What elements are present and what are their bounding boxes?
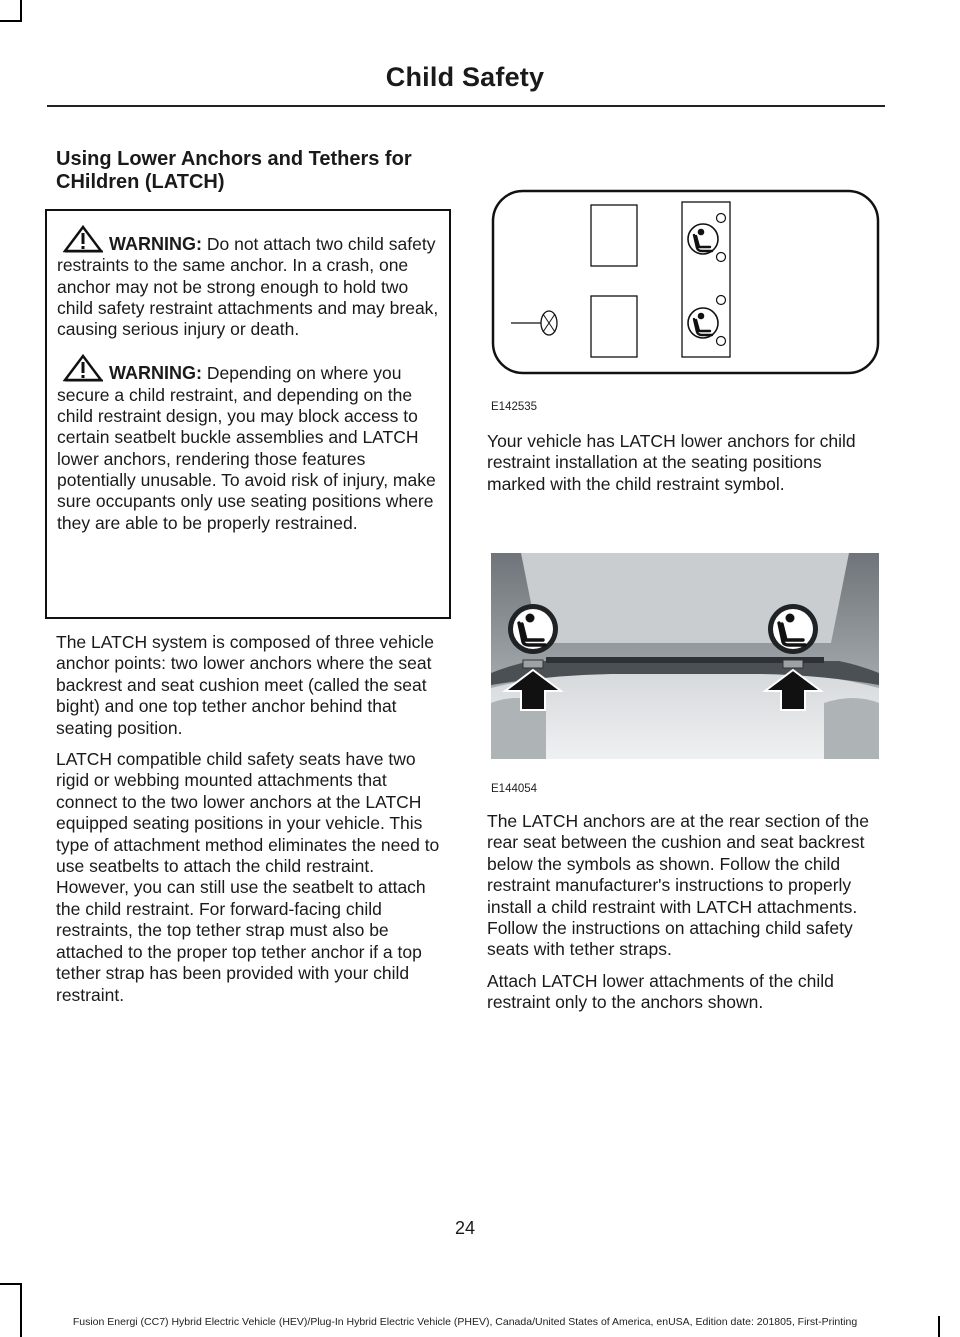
warning-paragraph-1 <box>57 225 441 340</box>
figure-code: E144054 <box>491 783 538 795</box>
right-body-text <box>487 431 879 495</box>
page-footer: Fusion Energi (CC7) Hybrid Electric Vehicle (HEV)/Plug-In Hybrid Electric Vehicle (PHEV), Canada/United States of America, enUSA, Edition date: 201805, First-Printing <box>72 1316 858 1328</box>
warning-box <box>45 209 451 619</box>
warning-text: Do not attach two child safety restraints to the same anchor. In a crash, one anchor may not be strong enough to hold two child safety restraint attachments and may break, causing serious injury or death. <box>57 234 439 340</box>
warning-triangle-icon <box>63 354 103 382</box>
crop-mark <box>0 20 22 22</box>
section-heading-wrap <box>56 148 448 194</box>
page-number: 24 <box>454 1218 476 1238</box>
body-paragraph: Attach LATCH lower attachments of the child restraint only to the anchors shown. <box>487 970 834 1013</box>
crop-mark <box>938 1316 940 1337</box>
child-seat-icon <box>688 308 718 338</box>
warning-label: WARNING: <box>109 234 202 254</box>
warning-text: Depending on where you secure a child restraint, and depending on the child restraint design, you may block access to certain seatbelt buckle assemblies and LATCH lower anchors, rendering those features potentially unusable. To avoid risk of injury, make sure occupants only use seating positions where they are able to be properly restrained. <box>57 363 436 533</box>
right-body-text <box>487 811 881 1024</box>
warning-label: WARNING: <box>109 363 202 384</box>
figure-code: E142535 <box>491 401 538 413</box>
crop-mark <box>0 1283 22 1285</box>
body-paragraph: Your vehicle has LATCH lower anchors for child restraint installation at the seating positions marked with the child restraint symbol. <box>487 431 856 494</box>
child-seat-icon <box>508 604 558 654</box>
crop-mark <box>20 0 22 22</box>
crop-mark <box>20 1285 22 1337</box>
child-seat-icon <box>768 604 818 654</box>
body-paragraph: LATCH compatible child safety seats have two rigid or webbing mounted attachments that connect to the two lower anchors at the LATCH equipped seating positions in your vehicle. This type of attachment method eliminates the need to use seatbelts to attach the child restraint. However, you can still use the seatbelt to attach the child restraint. For forward-facing child restraints, the top tether strap must also be attached to the proper top tether anchor if a top tether strap has been provided with your child restraint. <box>56 749 440 1005</box>
rear-seat-photo <box>491 553 879 759</box>
body-paragraph: The LATCH anchors are at the rear section of the rear seat between the cushion and seat backrest below the symbols as shown. Follow the child restraint manufacturer's instructions to properly install a child restraint with LATCH attachments. Follow the instructions on attaching child safety seats with tether straps. <box>487 811 869 960</box>
page-title: Child Safety <box>385 62 545 92</box>
header-divider <box>47 105 885 107</box>
warning-triangle-icon <box>63 225 103 253</box>
left-body-text <box>56 632 448 1016</box>
child-seat-icon <box>688 224 718 254</box>
body-paragraph: The LATCH system is composed of three vehicle anchor points: two lower anchors where the seat backrest and seat cushion meet (called the seat bight) and one top tether anchor behind that seating position. <box>56 632 435 738</box>
section-title: Using Lower Anchors and Tethers for CHildren (LATCH) <box>56 148 412 193</box>
warning-paragraph-2 <box>57 354 441 533</box>
seating-diagram <box>491 189 880 375</box>
